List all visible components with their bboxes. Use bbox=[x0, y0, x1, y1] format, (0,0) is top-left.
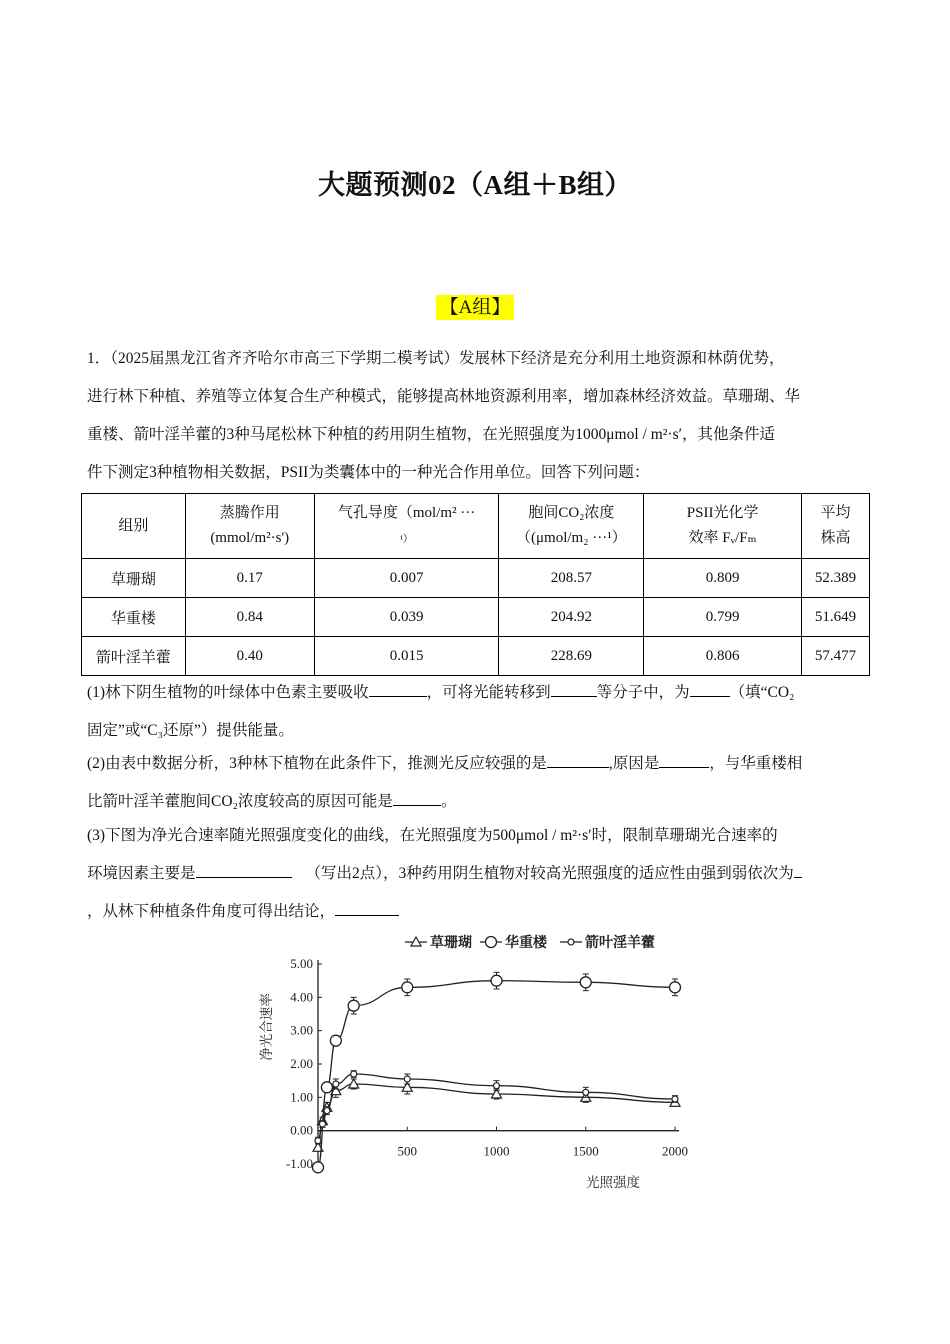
table-cell: 228.69 bbox=[499, 637, 644, 676]
series-line bbox=[318, 981, 675, 1168]
data-point-circle-large bbox=[321, 1082, 332, 1093]
table-cell: 0.809 bbox=[644, 559, 802, 598]
table-cell: 0.806 bbox=[644, 637, 802, 676]
answer-blank[interactable] bbox=[659, 751, 709, 768]
y-tick-label: 4.00 bbox=[290, 989, 313, 1005]
table-row bbox=[82, 598, 870, 637]
table-header: 气孔导度（mol/m² ··· ¹） bbox=[314, 494, 499, 559]
answer-blank[interactable] bbox=[690, 680, 730, 697]
data-table bbox=[81, 493, 870, 676]
answer-blank[interactable] bbox=[335, 899, 399, 916]
y-tick-label: 5.00 bbox=[290, 956, 313, 971]
question-intro-line2: 进行林下种植、养殖等立体复合生产种模式，能够提高林地资源利用率，增加森林经济效益。草珊瑚、华 bbox=[87, 388, 801, 405]
table-header: 蒸腾作用 (mmol/m²·s') bbox=[185, 494, 314, 559]
data-point-circle-small bbox=[404, 1076, 410, 1082]
x-axis-label: 光照强度 bbox=[586, 1175, 640, 1190]
legend-label: 华重楼 bbox=[505, 936, 547, 951]
table-cell: 0.40 bbox=[185, 637, 314, 676]
y-tick-label: 0.00 bbox=[290, 1122, 313, 1138]
table-header: 组别 bbox=[82, 494, 186, 559]
group-label bbox=[0, 292, 950, 319]
question-intro-line4: 件下测定3种植物相关数据，PSII为类囊体中的一种光合作用单位。回答下列问题： bbox=[87, 464, 650, 481]
question-intro-line1: 1．（2025届黑龙江省齐齐哈尔市高三下学期二模考试）发展林下经济是充分利用土地资源和林荫优势， bbox=[87, 350, 785, 367]
data-point-circle-small bbox=[672, 1096, 678, 1102]
answer-blank[interactable] bbox=[196, 861, 292, 878]
y-tick-label: 2.00 bbox=[290, 1056, 313, 1071]
page-title: 大题预测02（A组＋B组） bbox=[317, 170, 632, 200]
subquestion-2-line2: 比箭叶淫羊藿胞间CO₂浓度较高的原因可能是 。 bbox=[87, 783, 867, 821]
table-cell: 208.57 bbox=[499, 559, 644, 598]
x-tick-label: 500 bbox=[397, 1143, 417, 1159]
data-point-circle-small bbox=[568, 939, 574, 945]
data-point-circle-large bbox=[486, 937, 497, 948]
table-cell: 0.799 bbox=[644, 598, 802, 637]
data-point-circle-large bbox=[670, 982, 681, 993]
subquestion-1-line2: 固定”或“C₃还原”）提供能量。 bbox=[87, 722, 294, 739]
table-header: PSII光化学 效率 Fᵥ/Fₘ bbox=[644, 494, 802, 559]
data-point-circle-large bbox=[580, 977, 591, 988]
x-tick-label: 1500 bbox=[572, 1143, 599, 1159]
photosynthesis-chart bbox=[243, 927, 693, 1195]
table-header: 平均 株高 bbox=[802, 494, 870, 559]
table-cell: 0.015 bbox=[314, 637, 499, 676]
chart-svg bbox=[243, 927, 693, 1195]
table-cell: 草珊瑚 bbox=[82, 559, 186, 598]
y-axis-label: 净光合速率 bbox=[259, 993, 274, 1061]
x-tick-label: 1000 bbox=[483, 1143, 510, 1159]
table-header: 胞间CO₂浓度 （(μmol/m₂ ···¹） bbox=[499, 494, 644, 559]
subquestion-1-line1: (1)林下阴生植物的叶绿体中色素主要吸收 ，可将光能转移到 等分子中，为 （填“CO₂ bbox=[87, 674, 867, 712]
answer-blank[interactable] bbox=[551, 680, 597, 697]
table-cell: 0.039 bbox=[314, 598, 499, 637]
legend-label: 草珊瑚 bbox=[430, 936, 472, 951]
x-tick-label: 2000 bbox=[662, 1143, 688, 1159]
data-point-circle-large bbox=[491, 975, 502, 986]
subquestion-3-line3: ，从林下种植条件角度可得出结论， bbox=[87, 893, 867, 931]
y-tick-label: 3.00 bbox=[290, 1022, 313, 1038]
table-cell: 51.649 bbox=[802, 598, 870, 637]
table-cell: 0.007 bbox=[314, 559, 499, 598]
answer-blank[interactable] bbox=[369, 680, 427, 697]
y-tick-label: 1.00 bbox=[290, 1089, 313, 1105]
subquestion-2-line1: (2)由表中数据分析，3种林下植物在此条件下，推测光反应较强的是 ,原因是 ，与华重楼相 bbox=[87, 745, 867, 783]
table-cell: 0.17 bbox=[185, 559, 314, 598]
question-intro-line3: 重楼、箭叶淫羊藿的3种马尾松林下种植的药用阴生植物，在光照强度为1000μmol / m²·s′，其他条件适 bbox=[87, 426, 776, 443]
table-cell: 华重楼 bbox=[82, 598, 186, 637]
table-row bbox=[82, 637, 870, 676]
legend-label: 箭叶淫羊藿 bbox=[585, 936, 655, 951]
data-point-circle-small bbox=[351, 1071, 357, 1077]
data-point-circle-small bbox=[494, 1083, 500, 1089]
data-point-circle-small bbox=[315, 1138, 321, 1144]
table-cell: 204.92 bbox=[499, 598, 644, 637]
subquestion-3-line2: 环境因素主要是 （写出2点），3种药用阴生植物对较高光照强度的适应性由强到弱依次为 bbox=[87, 855, 867, 893]
table-cell: 0.84 bbox=[185, 598, 314, 637]
data-point-circle-large bbox=[402, 982, 413, 993]
data-point-circle-small bbox=[583, 1089, 589, 1095]
answer-blank[interactable] bbox=[547, 751, 609, 768]
table-header-row bbox=[82, 494, 870, 559]
data-point-circle-large bbox=[348, 1000, 359, 1011]
y-tick-label: -1.00 bbox=[285, 1156, 313, 1171]
data-point-circle-small bbox=[319, 1121, 325, 1127]
table-cell: 57.477 bbox=[802, 637, 870, 676]
table-row bbox=[82, 559, 870, 598]
group-label-text: 【A组】 bbox=[436, 295, 515, 320]
answer-blank[interactable] bbox=[393, 789, 441, 806]
data-point-circle-large bbox=[330, 1035, 341, 1046]
data-point-circle-small bbox=[333, 1081, 339, 1087]
data-point-circle-small bbox=[324, 1108, 330, 1114]
data-point-circle-large bbox=[313, 1162, 324, 1173]
table-cell: 箭叶淫羊藿 bbox=[82, 637, 186, 676]
subquestion-3-line1: (3)下图为净光合速率随光照强度变化的曲线，在光照强度为500μmol / m²·s′时，限制草珊瑚光合速率的 bbox=[87, 827, 778, 844]
answer-blank[interactable] bbox=[794, 861, 802, 878]
table-cell: 52.389 bbox=[802, 559, 870, 598]
